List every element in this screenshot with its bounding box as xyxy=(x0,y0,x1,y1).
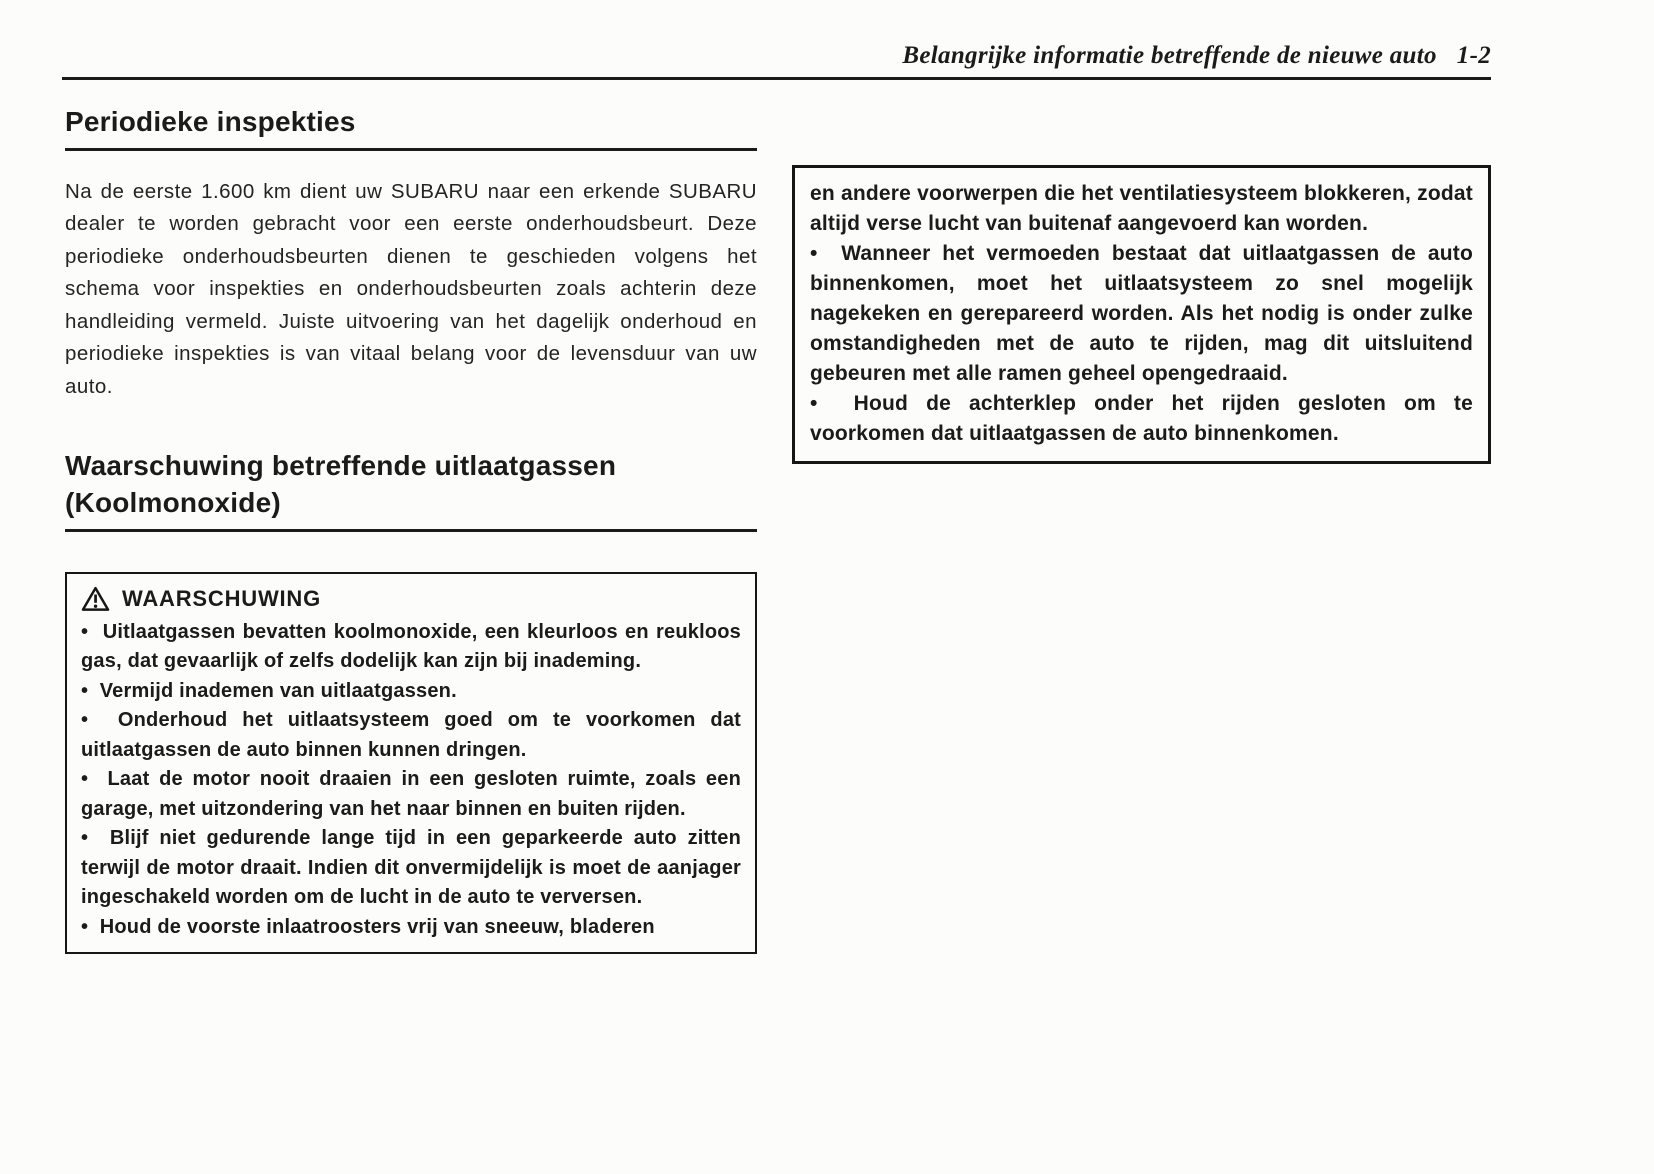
warning-continuation-text: en andere voorwerpen die het ventilatiesysteem blokkeren, zodat altijd verse lucht van buitenaf aangevoerd kan worden. xyxy=(810,182,1473,235)
section-heading-periodic: Periodieke inspekties xyxy=(65,106,356,137)
warning-box xyxy=(65,572,757,955)
warning-item: • Onderhoud het uitlaatsysteem goed om te voorkomen dat uitlaatgassen de auto binnen kunnen dringen. xyxy=(81,706,741,765)
warning-title: WAARSCHUWING xyxy=(122,585,322,611)
running-header-title: Belangrijke informatie betreffende de nieuwe auto xyxy=(902,42,1437,69)
warning-continuation-box xyxy=(792,165,1491,464)
warning-item: • Houd de achterklep onder het rijden gesloten om te voorkomen dat uitlaatgassen de auto binnenkomen. xyxy=(810,389,1473,449)
warning-item: • Vermijd inademen van uitlaatgassen. xyxy=(81,677,741,707)
section-heading-exhaust-line1: Waarschuwing betreffende uitlaatgassen xyxy=(65,450,617,481)
warning-item: • Laat de motor nooit draaien in een gesloten ruimte, zoals een garage, met uitzondering van het naar binnen en buiten rijden. xyxy=(81,765,741,824)
warning-item: • Wanneer het vermoeden bestaat dat uitlaatgassen de auto binnenkomen, moet het uitlaatsysteem zo snel mogelijk nagekeken en gerepareerd worden. Als het nodig is onder zulke omstandigheden met de auto te rijden, mag dit uitsluitend gebeuren met alle ramen geheel opengedraaid. xyxy=(810,239,1473,389)
warning-item: • Houd de voorste inlaatroosters vrij van sneeuw, bladeren xyxy=(81,913,741,943)
heading-rule-periodic xyxy=(65,148,757,151)
running-header xyxy=(902,42,1491,70)
warning-triangle-icon xyxy=(81,586,110,612)
warning-item: • Blijf niet gedurende lange tijd in een geparkeerde auto zitten terwijl de motor draait. Indien dit onvermijdelijk is moet de aanjager ingeschakeld worden om de lucht in de auto te verversen. xyxy=(81,824,741,913)
page-number: 1-2 xyxy=(1456,42,1491,69)
header-rule xyxy=(62,77,1491,80)
warning-list xyxy=(81,618,741,943)
paragraph-periodic: Na de eerste 1.600 km dient uw SUBARU naar een erkende SUBARU dealer te worden gebracht voor een eerste onderhoudsbeurt. Deze periodieke onderhoudsbeurten dienen te geschieden volgens het schema voor inspekties en onderhoudsbeurten zoals achterin deze handleiding vermeld. Juiste uitvoering van het dagelijk onderhoud en periodieke inspekties is van vitaal belang voor de levensduur van uw auto. xyxy=(65,179,757,398)
warning-item: • Uitlaatgassen bevatten koolmonoxide, een kleurloos en reukloos gas, dat gevaarlijk of zelfs dodelijk kan zijn bij inademing. xyxy=(81,618,741,677)
warning-title-row xyxy=(81,584,741,614)
column-right xyxy=(792,165,1491,464)
section-heading-exhaust xyxy=(65,447,757,521)
warning-continuation-list xyxy=(810,179,1473,449)
column-left xyxy=(65,104,757,954)
heading-rule-exhaust xyxy=(65,529,757,532)
section-heading-exhaust-line2: (Koolmonoxide) xyxy=(65,487,281,518)
